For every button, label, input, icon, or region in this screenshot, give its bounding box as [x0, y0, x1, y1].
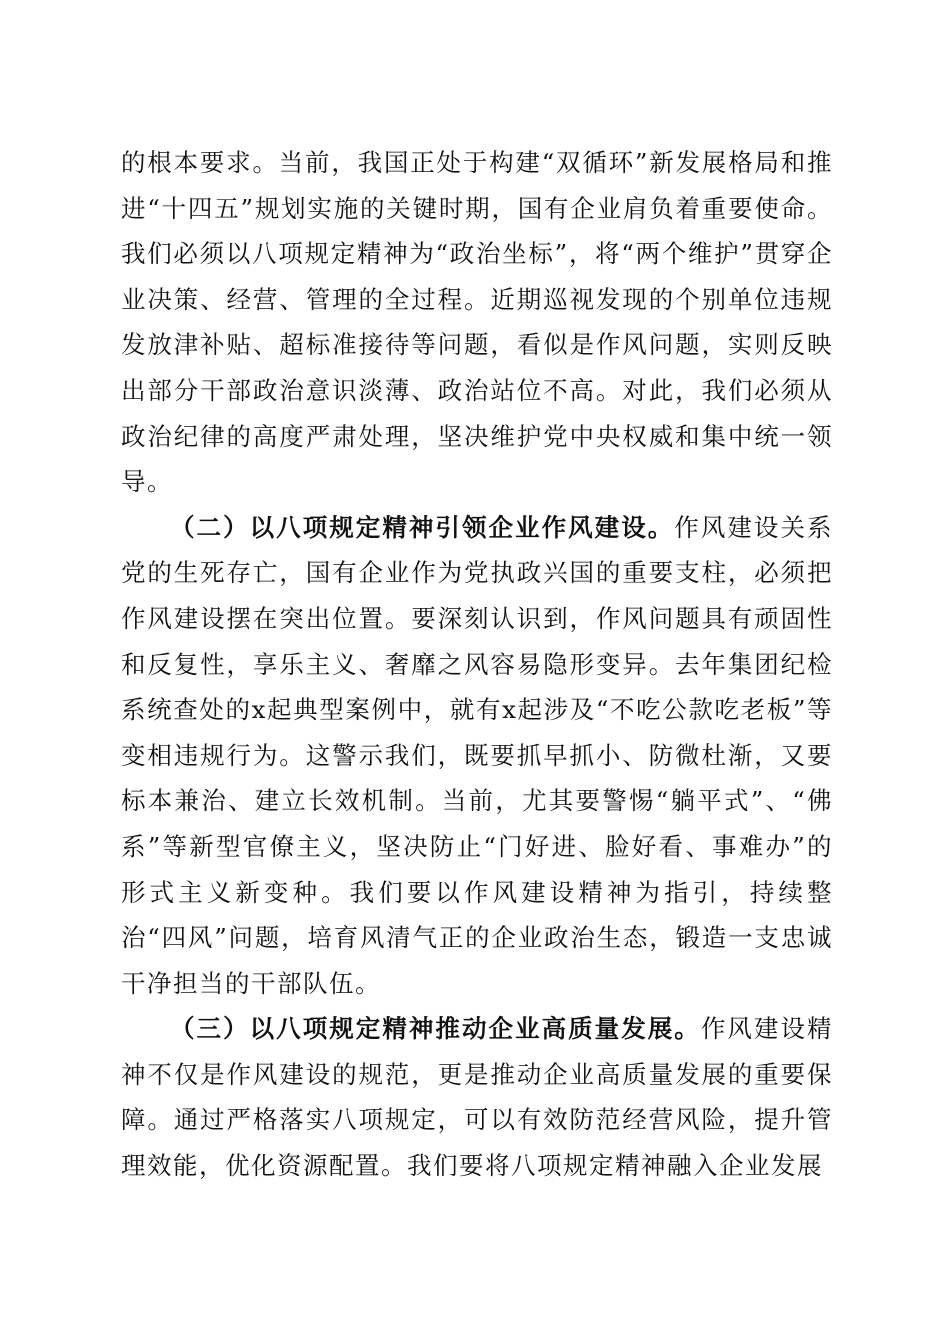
paragraph-continuation: [121, 140, 833, 505]
document-body: [121, 140, 833, 1189]
paragraph-text: 的根本要求。当前，我国正处于构建“双循环”新发展格局和推进“十四五”规划实施的关键时期，国有企业肩负着重要使命。我们必须以八项规定精神为“政治坐标”，将“两个维护”贯穿企业决策、经营、管理的全过程。近期巡视发现的个别单位违规发放津补贴、超标准接待等问题，看似是作风问题，实则反映出部分干部政治意识淡薄、政治站位不高。对此，我们必须从政治纪律的高度严肃处理，坚决维护党中央权威和集中统一领导。: [121, 148, 833, 497]
paragraph-section-3: [121, 1006, 833, 1188]
section-heading: （二）以八项规定精神引领企业作风建设。: [170, 512, 675, 542]
section-heading: （三）以八项规定精神推动企业高质量发展。: [170, 1014, 701, 1044]
paragraph-text: 作风建设关系党的生死存亡，国有企业作为党执政兴国的重要支柱，必须把作风建设摆在突出位置。要深刻认识到，作风问题具有顽固性和反复性，享乐主义、奢靡之风容易隐形变异。去年集团纪检系统查处的x起典型案例中，就有x起涉及“不吃公款吃老板”等变相违规行为。这警示我们，既要抓早抓小、防微杜渐，又要标本兼治、建立长效机制。当前，尤其要警惕“躺平式”、“佛系”等新型官僚主义，坚决防止“门好进、脸好看、事难办”的形式主义新变种。我们要以作风建设精神为指引，持续整治“四风”问题，培育风清气正的企业政治生态，锻造一支忠诚干净担当的干部队伍。: [121, 512, 834, 998]
paragraph-section-2: [121, 505, 833, 1007]
paragraph-text: 作风建设精神不仅是作风建设的规范，更是推动企业高质量发展的重要保障。通过严格落实八项规定，可以有效防范经营风险，提升管理效能，优化资源配置。我们要将八项规定精神融入企业发展: [121, 1014, 834, 1181]
